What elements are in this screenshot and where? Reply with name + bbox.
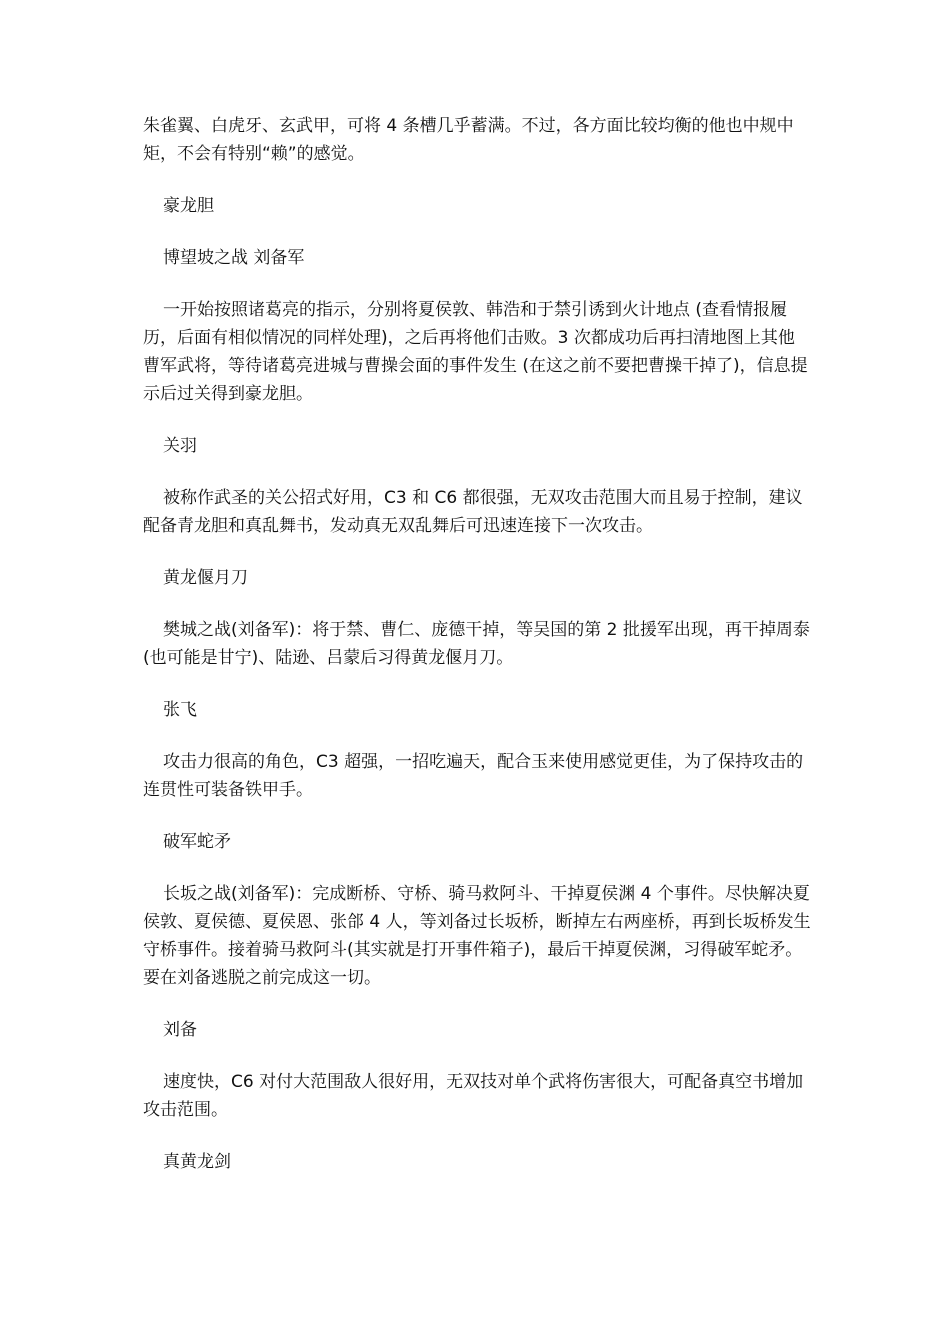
section-heading: 博望坡之战 刘备军 — [163, 248, 305, 268]
document-body — [143, 112, 811, 1200]
section-heading: 破军蛇矛 — [163, 832, 231, 852]
paragraph: 樊城之战(刘备军)：将于禁、曹仁、庞德干掉，等吴国的第 2 批援军出现，再干掉周泰(也可能是甘宁)、陆逊、吕蒙后习得黄龙偃月刀。 — [143, 620, 810, 668]
section-heading: 关羽 — [163, 436, 197, 456]
paragraph: 长坂之战(刘备军)：完成断桥、守桥、骑马救阿斗、干掉夏侯渊 4 个事件。尽快解决夏侯敦、夏侯德、夏侯恩、张郃 4 人，等刘备过长坂桥，断掉左右两座桥，再到长坂桥发生守桥事件。接着骑马救阿斗(其实就是打开事件箱子)，最后干掉夏侯渊，习得破军蛇矛。要在刘备逃脱之前完成这一切。 — [143, 884, 811, 988]
paragraph: 速度快，C6 对付大范围敌人很好用，无双技对单个武将伤害很大，可配备真空书增加攻击范围。 — [143, 1072, 804, 1120]
section-heading: 真黄龙剑 — [163, 1152, 231, 1172]
paragraph: 被称作武圣的关公招式好用，C3 和 C6 都很强，无双攻击范围大而且易于控制，建议配备青龙胆和真乱舞书，发动真无双乱舞后可迅速连接下一次攻击。 — [143, 488, 803, 536]
paragraph: 一开始按照诸葛亮的指示，分别将夏侯敦、韩浩和于禁引诱到火计地点 (查看情报履历，后面有相似情况的同样处理)，之后再将他们击败。3 次都成功后再扫清地图上其他曹军武将，等待诸葛亮进城与曹操会面的事件发生 (在这之前不要把曹操干掉了)，信息提示后过关得到豪龙胆。 — [143, 300, 808, 404]
section-heading: 刘备 — [163, 1020, 197, 1040]
section-heading: 豪龙胆 — [163, 196, 214, 216]
section-heading: 黄龙偃月刀 — [163, 568, 248, 588]
paragraph: 朱雀翼、白虎牙、玄武甲，可将 4 条槽几乎蓄满。不过，各方面比较均衡的他也中规中矩，不会有特别“赖”的感觉。 — [143, 116, 794, 164]
paragraph: 攻击力很高的角色，C3 超强，一招吃遍天，配合玉来使用感觉更佳，为了保持攻击的连贯性可装备铁甲手。 — [143, 752, 804, 800]
section-heading: 张飞 — [163, 700, 197, 720]
